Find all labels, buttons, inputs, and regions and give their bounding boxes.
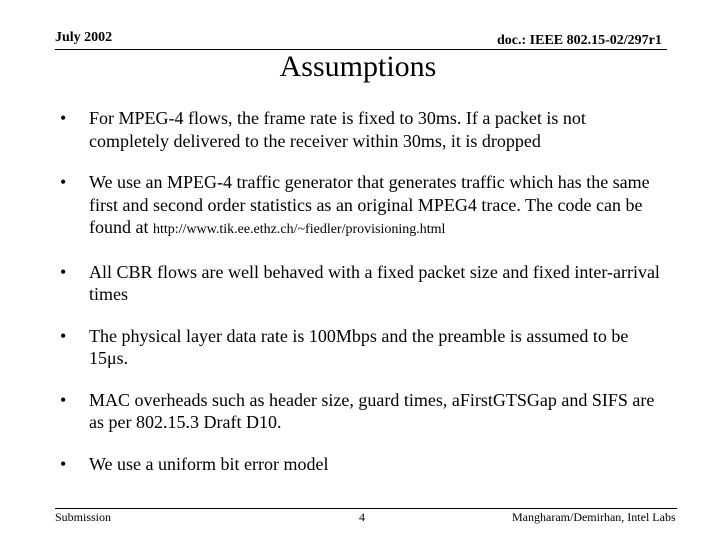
bullet-text: The physical layer data rate is 100Mbps and the preamble is assumed to be 15μs. — [89, 325, 629, 368]
bullet-text: All CBR flows are well behaved with a fixed packet size and fixed inter-arrival times — [89, 261, 660, 304]
footer-divider — [55, 508, 677, 509]
slide-title: Assumptions — [279, 50, 437, 83]
bullet-text: MAC overheads such as header size, guard times, aFirstGTSGap and SIFS are as per 802.15.3 Draft D10. — [89, 389, 655, 432]
footer-submission: Submission — [55, 510, 112, 524]
bullet-text: For MPEG-4 flows, the frame rate is fixed to 30ms. If a packet is not completely delivered to the receiver within 30ms, it is dropped — [89, 108, 586, 151]
bullet-list — [60, 107, 660, 494]
bullet-item — [60, 325, 660, 370]
bullet-item — [60, 171, 660, 242]
bullet-item — [60, 261, 660, 306]
bullet-dot-icon: • — [60, 325, 67, 346]
bullet-dot-icon: • — [60, 453, 67, 474]
footer-authors: Mangharam/Demirhan, Intel Labs — [512, 510, 676, 524]
header-doc-id: doc.: IEEE 802.15-02/297r1 — [497, 33, 662, 48]
bullet-dot-icon: • — [60, 172, 67, 192]
code-url-link[interactable]: http://www.tik.ee.ethz.ch/~fiedler/provisioning.html — [152, 222, 446, 237]
bullet-text: We use a uniform bit error model — [89, 453, 329, 474]
header-date: July 2002 — [55, 30, 113, 45]
bullet-dot-icon: • — [60, 389, 67, 410]
bullet-item — [60, 389, 660, 434]
bullet-dot-icon: • — [60, 108, 67, 128]
footer-page-number: 4 — [359, 510, 365, 524]
bullet-item — [60, 107, 660, 152]
bullet-item — [60, 453, 660, 476]
bullet-dot-icon: • — [60, 261, 67, 282]
bullet-text: We use an MPEG-4 traffic generator that generates traffic which has the same first and second order statistics as an original MPEG4 trace. The code can be found at — [89, 172, 650, 237]
